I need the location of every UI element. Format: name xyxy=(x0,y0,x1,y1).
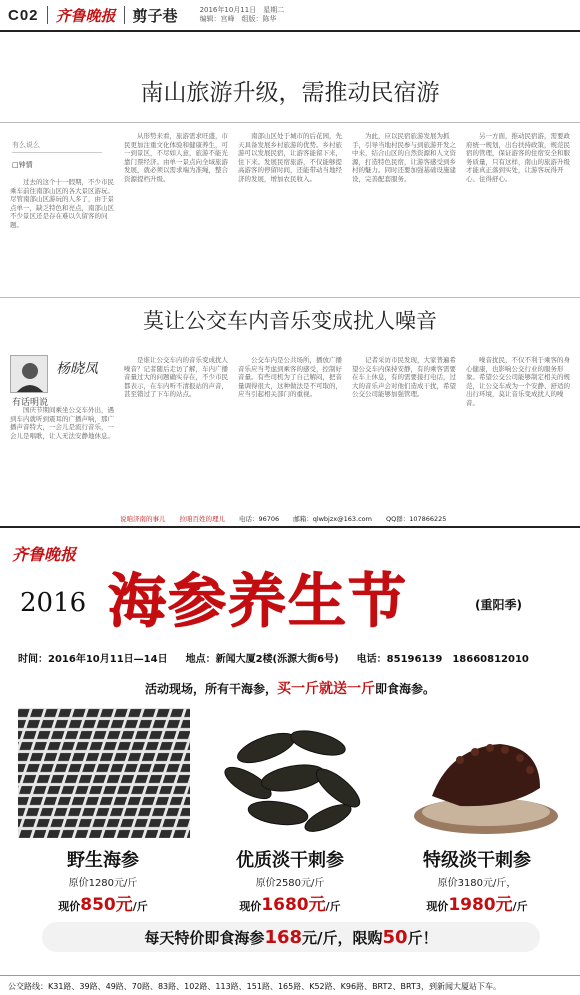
banner-text: 每天特价即食海参 xyxy=(144,928,265,947)
plated-sea-cucumber-icon xyxy=(390,708,562,838)
article2-col xyxy=(466,356,570,508)
product-image-quality xyxy=(208,708,378,838)
promo-highlight: 买一斤就送一斤 xyxy=(277,681,375,697)
article1-col xyxy=(124,132,228,294)
price-label: 现价 xyxy=(426,900,449,913)
sea-cucumber-ad xyxy=(0,528,580,995)
product-current-price xyxy=(28,890,178,915)
product-card-wild xyxy=(28,846,178,915)
article1-paragraph: 南部山区处于城市的后花园，先天具备发展乡村旅游的优势。乡村旅游可以发展民宿，让游客能留下来，住下来。发展民宿旅游，不仅能够提高游客的停留时间，还能带动当地经济的发展，增加农民收入。 xyxy=(238,132,342,183)
slogan: 拉咱百姓的理儿 xyxy=(179,514,225,523)
product-name: 野生海参 xyxy=(67,850,139,871)
ad-phone: 电话：85196139 18660812010 xyxy=(356,654,529,665)
article2-paragraph: 公交车内是公共场所，播放广播音乐应当考虑到乘客的感受，控制好音量。有些司机为了自己解闷，把音量调得很大，这种做法是不可取的，应当引起相关部门的重视。 xyxy=(238,356,342,399)
newspaper-logo: 齐鲁晚报 xyxy=(55,6,116,25)
product-current-price xyxy=(205,890,375,915)
slogan: 说咱济南的事儿 xyxy=(120,514,166,523)
product-name: 特级淡干刺参 xyxy=(423,850,531,871)
article1-byline: □钟情 xyxy=(12,161,33,169)
banner-limit: 50 xyxy=(382,926,408,948)
article1-col xyxy=(466,132,570,294)
ad-event-info xyxy=(18,650,529,665)
author-photo xyxy=(10,355,48,393)
article1-col xyxy=(10,178,114,293)
article1-col xyxy=(352,132,456,294)
ad-subtitle: (重阳季) xyxy=(475,598,522,612)
daily-special-banner xyxy=(42,922,540,952)
article2-paragraph: 噪音扰民，不仅不利于乘客的身心健康，也影响公交行业的服务形象。希望公交公司能够制定相关的规范，让公交车成为一个安静、舒适的出行环境，莫让音乐变成扰人的噪音。 xyxy=(466,356,570,407)
price-unit: /斤 xyxy=(325,900,341,913)
product-name: 优质淡干刺参 xyxy=(236,850,344,871)
article1-paragraph: 为此，应以民宿旅游发展为抓手，引导当地村民参与到旅游开发之中来，结合山区的自然资源和人文资源，打造特色民宿，让游客感受到乡村的魅力。同时还要加强基础设施建设，完善配套服务。 xyxy=(352,132,456,183)
ad-title: 海参养生节 xyxy=(108,567,409,635)
price-label: 现价 xyxy=(58,900,81,913)
dried-sea-cucumber-icon xyxy=(208,708,378,838)
article1-paragraph: 从形势来看，旅游需求旺盛，市民更加注重文化体验和健康养生，可一到景区，不尽如人意，旅游不能光靠门票经济。由单一景点向全域旅游发展，就必须以需求端为准绳，整合资源提档升级。 xyxy=(124,132,228,183)
ad-place: 地点：新闻大厦2楼(泺源大街6号) xyxy=(185,654,339,665)
article2-paragraph: 记者采访市民发现，大家普遍希望公交车内保持安静，有的乘客需要在车上休息，有的需要接打电话，过大的音乐声会对他们造成干扰，希望公交公司能够加强管理。 xyxy=(352,356,456,399)
divider xyxy=(0,122,580,123)
ad-year: 2016 xyxy=(20,588,87,618)
bus-routes: 公交路线：K31路、39路、49路、70路、83路、102路、113路、151路、165路、K52路、K96路、BRT2、BRT3，到新闻大厦站下车。 xyxy=(0,975,580,995)
product-card-premium xyxy=(392,846,562,915)
contact-email: 邮箱：qlwbjzx@163.com xyxy=(293,514,372,523)
drying-sea-cucumber-icon xyxy=(18,708,190,838)
product-original-price: 原价2580元/斤 xyxy=(255,878,325,889)
price-value: 1980元 xyxy=(448,895,513,915)
price-value: 1680元 xyxy=(261,895,326,915)
article2-col xyxy=(124,356,228,508)
promo-text: 即食海参。 xyxy=(375,682,436,696)
product-original-price: 原价1280元/斤 xyxy=(68,878,138,889)
issue-date: 2016年10月11日 星期二 xyxy=(199,6,285,14)
banner-text: 斤！ xyxy=(407,928,438,947)
article2-headline: 莫让公交车内音乐变成扰人噪音 xyxy=(143,309,437,333)
ad-brand-logo: 齐鲁晚报 xyxy=(12,545,77,564)
divider xyxy=(0,297,580,298)
article2-col xyxy=(10,406,114,508)
article1-body-right xyxy=(124,132,574,294)
divider xyxy=(124,6,125,24)
price-unit: /斤 xyxy=(132,900,148,913)
article1-paragraph: 过去的这个十一假期，不少市民乘车前往南部山区的各大景区游玩。尽管南部山区游玩的人多了，由于景点单一，缺乏特色和亮点，南部山区不少景区还是存在难以久留客的问题。 xyxy=(10,178,114,229)
article2-body-right xyxy=(124,356,574,508)
banner-price: 168 xyxy=(264,926,303,948)
column-label: 有话明说 xyxy=(12,398,49,408)
article2-paragraph: 是谁让公交车内的音乐变成扰人噪音？记者随后走访了解，车内广播音量过大的问题确实存在，不少市民都表示，在车内听不清报站的声音，甚至错过了下车的站点。 xyxy=(124,356,228,399)
article2-body-left xyxy=(10,406,115,508)
ad-promo xyxy=(0,678,580,698)
product-current-price xyxy=(392,890,562,915)
article2-col xyxy=(238,356,342,508)
divider xyxy=(47,6,48,24)
promo-text: 活动现场，所有干海参， xyxy=(144,682,277,696)
issue-meta xyxy=(200,6,285,24)
portrait-icon xyxy=(11,356,48,393)
product-card-quality xyxy=(205,846,375,915)
page-number: C02 xyxy=(8,6,39,24)
contact-strip xyxy=(0,511,580,525)
column-label: 有么说么 xyxy=(12,140,102,153)
banner-text: 元/斤，限购 xyxy=(302,928,383,947)
article1-paragraph: 另一方面，推动民宿游，需要政府统一规划，出台扶持政策，规范民宿的管理，保证游客的住宿安全和服务质量，只有这样，南山的旅游升级才能真正落到实处，让游客玩得开心、住得舒心。 xyxy=(466,132,570,183)
ad-time: 时间：2016年10月11日—14日 xyxy=(18,654,168,665)
page-header xyxy=(0,0,580,32)
article1-headline: 南山旅游升级，需推动民宿游 xyxy=(140,80,440,106)
article2-col xyxy=(352,356,456,508)
issue-editors: 编辑：宫峰 组版：陈华 xyxy=(199,15,277,23)
price-unit: /斤 xyxy=(512,900,528,913)
price-value: 850元 xyxy=(80,895,133,915)
contact-phone: 电话：96706 xyxy=(239,514,280,523)
product-original-price: 原价3180元/斤， xyxy=(437,878,517,889)
product-image-wild xyxy=(18,708,190,838)
article2-paragraph: 国庆节期间乘坐公交车外出，遇到车内就听到震耳的广播声响，那广播声音特大，一会儿是流行音乐，一会儿是唱歌，让人无法安静地休息。 xyxy=(10,406,114,440)
price-label: 现价 xyxy=(239,900,262,913)
author-signature: 杨晓凤 xyxy=(56,361,98,377)
section-title: 剪子巷 xyxy=(132,6,178,25)
article1-col xyxy=(238,132,342,294)
contact-qq: QQ群：107866225 xyxy=(385,514,447,523)
product-image-premium xyxy=(390,708,562,838)
